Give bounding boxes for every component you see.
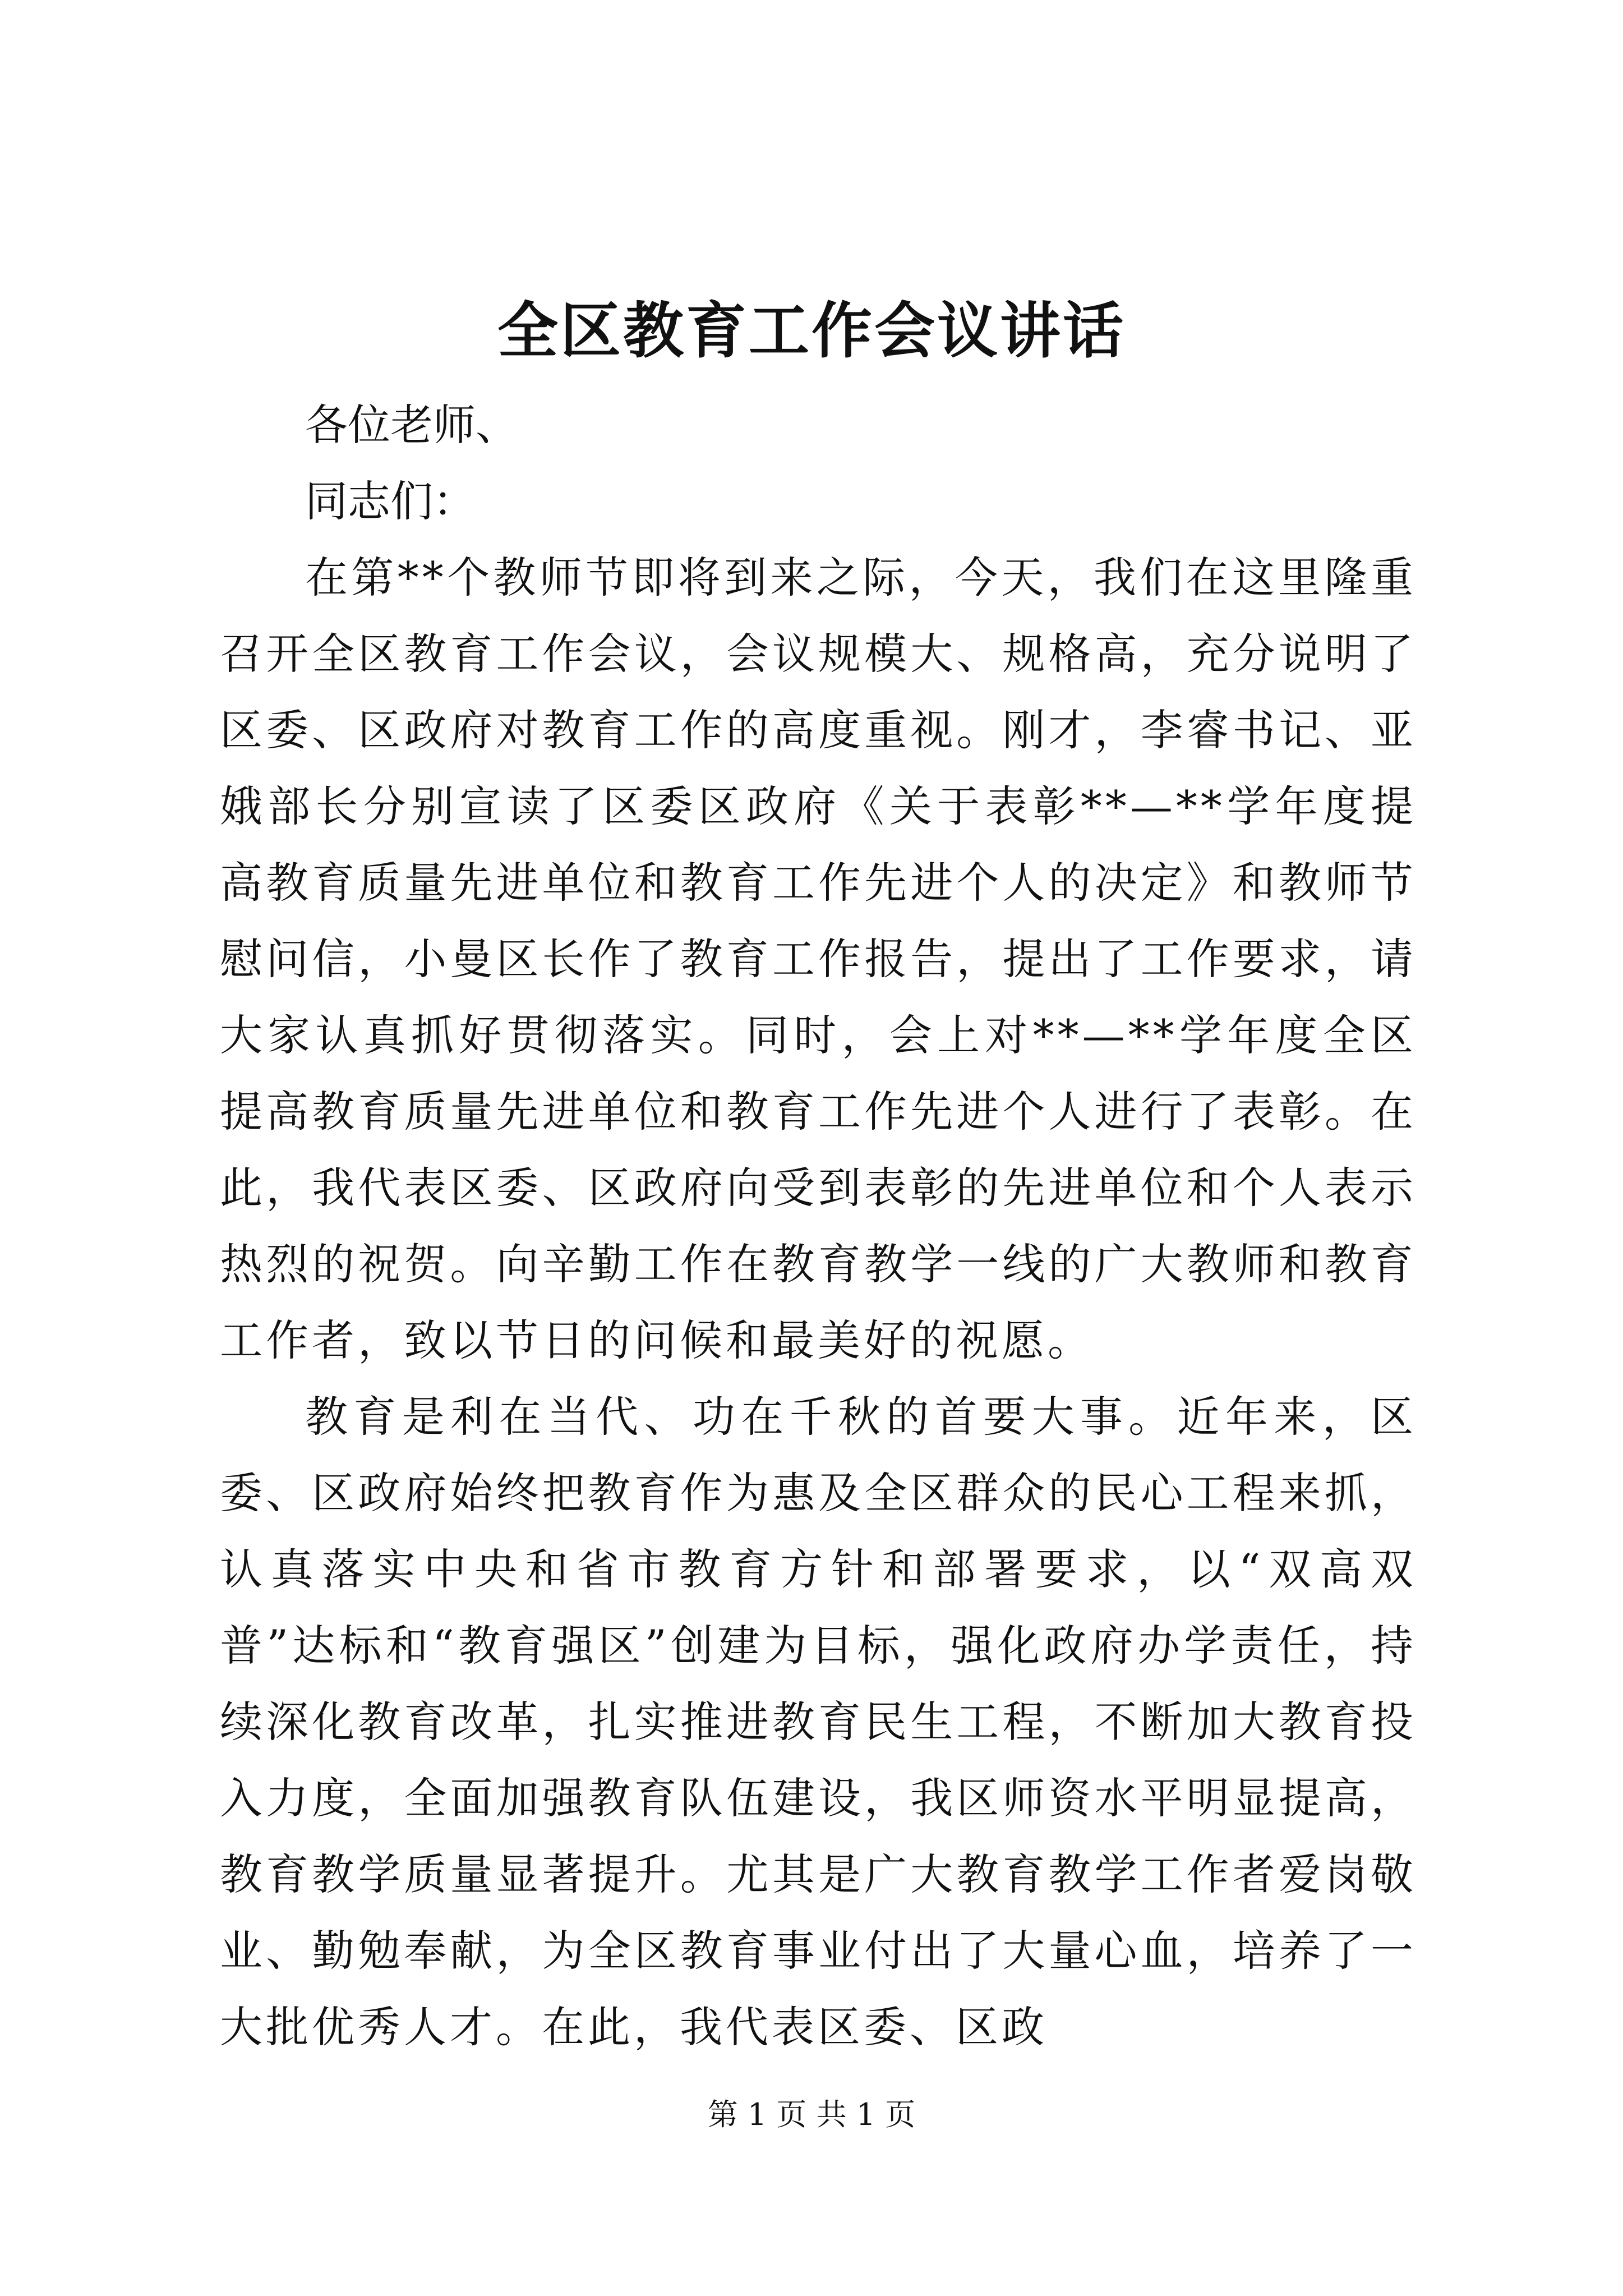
document-title: 全区教育工作会议讲话 xyxy=(497,296,1126,366)
salutation-line: 同志们： xyxy=(305,476,476,526)
document-body xyxy=(220,387,1417,2065)
page-footer: 第 1 页 共 1 页 xyxy=(707,2097,916,2132)
body-paragraph: 在第**个教师节即将到来之际，今天，我们在这里隆重召开全区教育工作会议，会议规模大、规格高，充分说明了区委、区政府对教育工作的高度重视。刚才，李睿书记、亚娥部长分别宣读了区委区政府《关于表彰**—**学年度提高教育质量先进单位和教育工作先进个人的决定》和教师节慰问信，小曼区长作了教育工作报告，提出了工作要求，请大家认真抓好贯彻落实。同时，会上对**—**学年度全区提高教育质量先进单位和教育工作先进个人进行了表彰。在此，我代表区委、区政府向受到表彰的先进单位和个人表示热烈的祝贺。向辛勤工作在教育教学一线的广大教师和教育工作者，致以节日的问候和最美好的祝愿。 xyxy=(220,553,1417,1365)
body-paragraph: 教育是利在当代、功在千秋的首要大事。近年来，区委、区政府始终把教育作为惠及全区群众的民心工程来抓，认真落实中央和省市教育方针和部署要求，以“双高双普”达标和“教育强区”创建为目标，强化政府办学责任，持续深化教育改革，扎实推进教育民生工程，不断加大教育投入力度，全面加强教育队伍建设，我区师资水平明显提高，教育教学质量显著提升。尤其是广大教育教学工作者爱岗敬业、勤勉奉献，为全区教育事业付出了大量心血，培养了一大批优秀人才。在此，我代表区委、区政 xyxy=(220,1392,1417,2052)
salutation-line: 各位老师、 xyxy=(305,400,518,450)
